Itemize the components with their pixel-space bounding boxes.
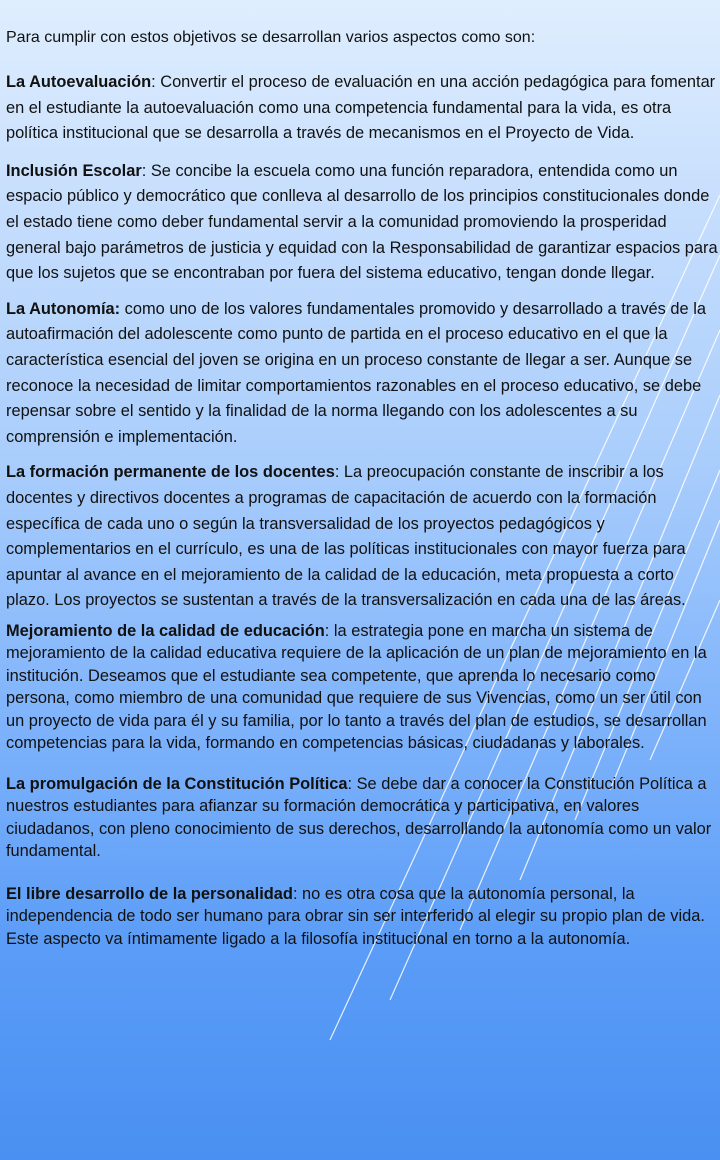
section-title: El libre desarrollo de la personalidad	[6, 884, 293, 903]
section-constitucion-politica	[6, 773, 718, 863]
section-inclusion-escolar	[6, 159, 718, 287]
section-title: La Autoevaluación	[6, 73, 152, 91]
section-text: : la estrategia pone en marcha un sistema de mejoramiento de la calidad educativa requiere de la aplicación de un plan de mejoramiento en la institución. Deseamos que el estudiante sea competente, que aprenda lo necesario como persona, como miembro de una comunidad que requiere de sus Vivencias, como un ser útil con un proyecto de vida para él y su familia, por lo tanto a través del plan de estudios, se desarrollan competencias para la vida, formando en competencias básicas, ciudadanas y laborales.	[6, 621, 707, 753]
intro-text: Para cumplir con estos objetivos se desarrollan varios aspectos como son:	[6, 29, 536, 46]
section-text: : Se concibe la escuela como una función reparadora, entendida como un espacio público y democrático que conlleva al desarrollo de los principios constitucionales donde el estado tiene como deber fundamental servir a la comunidad promoviendo la prosperidad general bajo parámetros de justicia y equidad con la Responsabilidad de garantizar espacios para que los sujetos que se encontraban por fuera del sistema educativo, tengan donde llegar.	[6, 161, 718, 283]
section-mejoramiento-calidad	[6, 620, 718, 755]
section-text: : Convertir el proceso de evaluación en una acción pedagógica para fomentar en el estudiante la autoevaluación como una competencia fundamental para la vida, es otra política institucional que se desarrolla a través de mecanismos en el Proyecto de Vida.	[6, 73, 716, 143]
section-title: Mejoramiento de la calidad de educación	[6, 621, 325, 640]
document-body	[6, 26, 718, 950]
section-autonomia	[6, 297, 718, 451]
section-autoevaluacion	[6, 70, 718, 147]
section-title: Inclusión Escolar	[6, 161, 142, 180]
section-libre-desarrollo	[6, 883, 718, 951]
section-title: La promulgación de la Constitución Política	[6, 774, 348, 793]
section-title: La formación permanente de los docentes	[6, 463, 335, 482]
section-text: como uno de los valores fundamentales promovido y desarrollado a través de la autoafirmación del adolescente como punto de partida en el proceso educativo en el que la característica esencial del joven se origina en un proceso constante de llegar a ser. Aunque se reconoce la necesidad de limitar comportamientos razonables en el proceso educativo, se debe repensar sobre el sentido y la finalidad de la norma llegando con los adolescentes a su comprensión e implementación.	[6, 299, 706, 446]
section-text: : no es otra cosa que la autonomía personal, la independencia de todo ser humano para obrar sin ser interferido al elegir su propio plan de vida. Este aspecto va íntimamente ligado a la filosofía institucional en torno a la autonomía.	[6, 884, 705, 948]
section-text: : Se debe dar a conocer la Constitución Política a nuestros estudiantes para afianzar su formación democrática y participativa, en valores ciudadanos, con pleno conocimiento de sus derechos, desarrollando la autonomía como un valor fundamental.	[6, 774, 712, 861]
section-text: : La preocupación constante de inscribir a los docentes y directivos docentes a programas de capacitación de acuerdo con la formación específica de cada uno o según la transversalidad de los proyectos pedagógicos y complementarios en el currículo, es una de las políticas institucionales con mayor fuerza para apuntar al avance en el mejoramiento de la calidad de la educación, meta propuesta a corto plazo. Los proyectos se sustentan a través de la transversalización en cada una de las áreas.	[6, 463, 686, 610]
section-title: La Autonomía:	[6, 299, 121, 318]
section-formacion-docentes	[6, 460, 718, 614]
